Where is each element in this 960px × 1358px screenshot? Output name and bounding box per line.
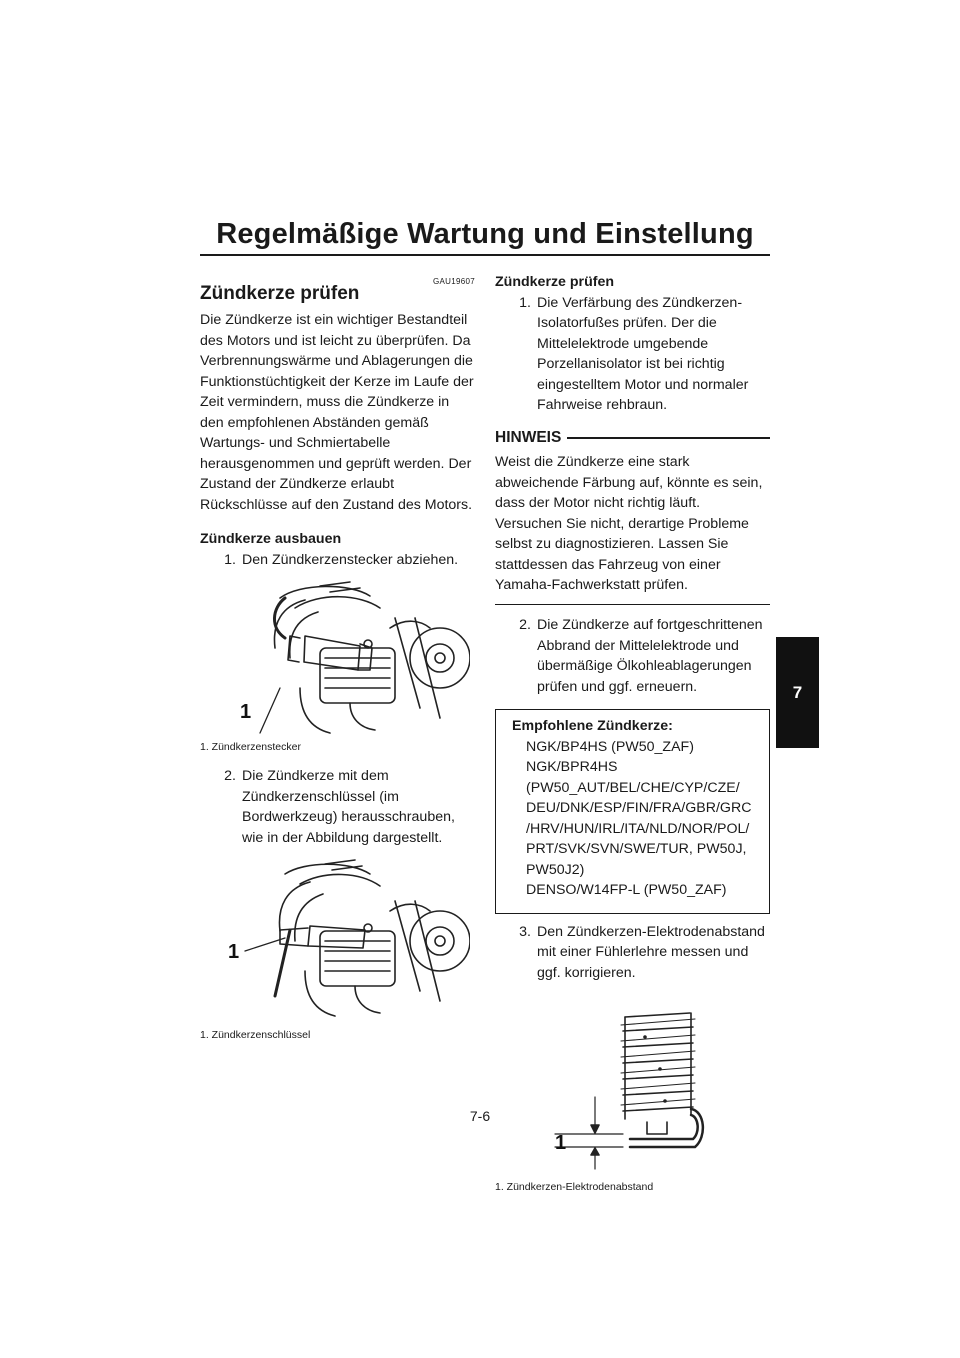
page-title: Regelmäßige Wartung und Einstellung	[216, 218, 754, 250]
step-number: 1.	[224, 551, 236, 568]
spark-plug-line: PRT/SVK/SVN/SWE/TUR, PW50J,	[526, 841, 747, 857]
step-check-3	[495, 922, 770, 984]
step-text: Die Verfärbung des Zündkerzen-Isolatorfußes prüfen. Der die Mittelelektrode umgebende Porzellanisolator ist bei richtig eingestelltem Motor und normaler Fahrweise rehbraun.	[537, 294, 749, 413]
step-number: 1.	[519, 294, 531, 311]
note-title-rule	[567, 437, 770, 439]
recommended-spark-plug-box	[495, 709, 770, 914]
spark-plug-line: DEU/DNK/ESP/FIN/FRA/GBR/GRC	[526, 800, 752, 816]
step-check-2	[495, 615, 770, 697]
figure-caption-2: 1. Zündkerzenschlüssel	[200, 1029, 311, 1041]
spark-plug-line: DENSO/W14FP-L (PW50_ZAF)	[526, 882, 727, 898]
intro-paragraph: Die Zündkerze ist ein wichtiger Bestandteil des Motors und ist leicht zu überprüfen. Da Verbrennungswärme und Ablagerungen die Funktionstüchtigkeit der Kerze im Laufe der Zeit vermindern, muss die Zündkerze in den empfohlenen Abständen gemäß Wartungs- und Schmiertabelle herausgenommen und geprüft werden. Der Zustand der Zündkerze erlaubt Rückschlüsse auf den Zustand des Motors.	[200, 312, 474, 513]
section-heading: Zündkerze prüfen	[200, 283, 360, 304]
figure-callout-label: 1	[228, 941, 240, 963]
figure-spark-plug-wrench	[200, 856, 470, 1026]
note-text: Weist die Zündkerze eine stark abweichende Färbung auf, könnte es sein, dass der Motor nicht richtig läuft. Versuchen Sie nicht, derartige Probleme selbst zu diagnostizieren. Lassen Sie stattdessen das Fahrzeug von einer Yamaha-Fachwerkstatt prüfen.	[495, 454, 763, 593]
figure-callout-label: 1	[555, 1132, 567, 1154]
step-number: 3.	[519, 923, 531, 940]
step-text: Die Zündkerze mit dem Zündkerzenschlüssel (im Bordwerkzeug) herausschrauben, wie in der Abbildung dargestellt.	[242, 768, 455, 846]
chapter-tab: 7	[776, 637, 819, 748]
step-text: Den Zündkerzen-Elektrodenabstand mit einer Fühlerlehre messen und ggf. korrigieren.	[537, 923, 765, 981]
right-column	[495, 272, 770, 1194]
step-number: 2.	[519, 617, 531, 633]
figure-caption-3: 1. Zündkerzen-Elektrodenabstand	[495, 1181, 654, 1193]
figure-electrode-gap	[495, 997, 765, 1172]
note-box	[495, 428, 770, 606]
page-number: 7-6	[469, 1108, 491, 1124]
note-title: HINWEIS	[495, 428, 562, 446]
figure-caption-1: 1. Zündkerzenstecker	[200, 741, 301, 753]
subheading-check: Zündkerze prüfen	[495, 274, 615, 290]
header-rule	[200, 254, 770, 256]
figure-spark-plug-cap	[200, 578, 470, 738]
step-text: Die Zündkerze auf fortgeschrittenen Abbrand der Mittelelektrode und übermäßige Ölkohleablagerungen prüfen und ggf. erneuern.	[537, 617, 763, 695]
spark-plug-line: /HRV/HUN/IRL/ITA/NLD/NOR/POL/	[526, 820, 750, 837]
spark-plug-line: PW50J2)	[526, 861, 585, 878]
step-check-1	[495, 293, 770, 416]
subheading-remove: Zündkerze ausbauen	[200, 531, 342, 547]
spark-plug-label: Empfohlene Zündkerze:	[512, 718, 673, 734]
step-remove-2	[200, 766, 475, 848]
document-code: GAU19607	[433, 277, 475, 286]
spark-plug-line: NGK/BPR4HS	[526, 759, 618, 775]
left-column	[200, 272, 475, 1042]
note-header	[495, 428, 770, 449]
step-text: Den Zündkerzenstecker abziehen.	[242, 551, 459, 568]
step-remove-1	[200, 550, 475, 571]
step-number: 2.	[224, 768, 236, 784]
note-end-rule	[495, 604, 770, 606]
spark-plug-line: (PW50_AUT/BEL/CHE/CYP/CZE/	[526, 779, 740, 796]
spark-plug-line: NGK/BP4HS (PW50_ZAF)	[526, 738, 694, 755]
spark-plug-values	[512, 737, 759, 901]
figure-callout-label: 1	[240, 701, 252, 723]
